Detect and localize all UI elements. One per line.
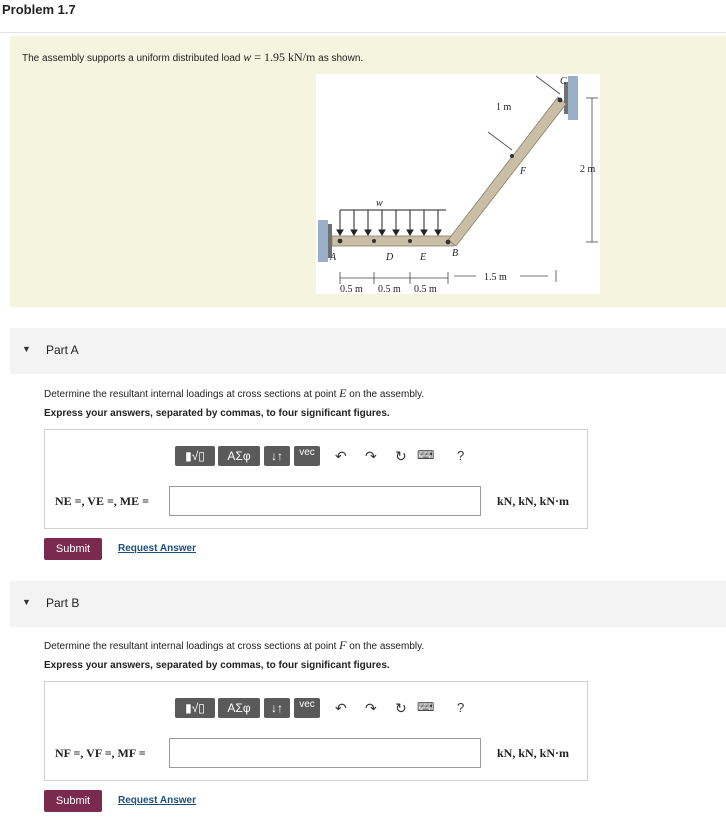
help-icon[interactable]: ? xyxy=(457,448,465,463)
part-a-header[interactable] xyxy=(10,328,726,374)
part-b-answer-input[interactable] xyxy=(169,738,481,768)
part-a-units: kN, kN, kN·m xyxy=(497,494,570,508)
part-b-answer-box xyxy=(44,681,588,781)
keyboard-icon[interactable]: ⌨ xyxy=(417,448,435,462)
assembly-figure xyxy=(316,74,600,294)
redo-icon[interactable]: ↷ xyxy=(365,448,377,464)
redo-icon[interactable]: ↷ xyxy=(365,700,377,716)
part-b-header[interactable] xyxy=(10,581,726,627)
vec-button[interactable]: vec xyxy=(294,446,320,466)
problem-statement xyxy=(22,50,363,65)
part-a-answer-box xyxy=(44,429,588,529)
label-dim-05c: 0.5 m xyxy=(414,284,437,294)
load-arrows xyxy=(337,210,441,235)
pin-A xyxy=(338,239,343,244)
part-b-instruction: Express your answers, separated by commas, to four significant figures. xyxy=(44,660,390,671)
help-icon[interactable]: ? xyxy=(457,700,465,715)
part-b-question-pre: Determine the resultant internal loadings at cross sections at point xyxy=(44,641,340,652)
reset-icon[interactable]: ↻ xyxy=(395,700,407,716)
part-a-submit-button[interactable]: Submit xyxy=(44,538,102,560)
title-divider xyxy=(0,32,726,33)
wall-C xyxy=(568,76,578,120)
arrows-button[interactable]: ↓↑ xyxy=(264,698,290,718)
undo-icon[interactable]: ↶ xyxy=(335,700,347,716)
fraction-radical-icon: ▮√▯ xyxy=(185,449,205,463)
templates-button[interactable] xyxy=(175,446,215,466)
statement-pre: The assembly supports a uniform distributed load xyxy=(22,53,244,64)
problem-title: Problem 1.7 xyxy=(2,2,76,17)
label-dim-15m: 1.5 m xyxy=(484,272,507,283)
part-b-submit-button[interactable]: Submit xyxy=(44,790,102,812)
label-E: E xyxy=(420,252,427,263)
reset-icon[interactable]: ↻ xyxy=(395,448,407,464)
vec-button[interactable]: vec xyxy=(294,698,320,718)
part-b-title: Part B xyxy=(46,596,80,610)
part-a-collapse-icon[interactable]: ▼ xyxy=(22,344,31,354)
part-b-collapse-icon[interactable]: ▼ xyxy=(22,597,31,607)
wall-A xyxy=(318,220,328,262)
greek-button[interactable]: ΑΣφ xyxy=(218,698,260,718)
fraction-radical-icon: ▮√▯ xyxy=(185,701,205,715)
part-b-answer-label: NF =, VF =, MF = xyxy=(55,746,146,760)
part-b-question-point: F xyxy=(339,638,347,652)
pin-D xyxy=(372,239,376,243)
pin-F xyxy=(510,154,514,158)
keyboard-icon[interactable]: ⌨ xyxy=(417,700,435,714)
part-a-answer-input[interactable] xyxy=(169,486,481,516)
label-A: A xyxy=(330,252,337,263)
inclined-member xyxy=(448,97,566,246)
part-b-units: kN, kN, kN·m xyxy=(497,746,570,760)
part-a-answer-label: NE =, VE =, ME = xyxy=(55,494,149,508)
part-b-question xyxy=(44,638,424,653)
part-a-question xyxy=(44,386,424,401)
part-a-request-answer-link[interactable]: Request Answer xyxy=(118,543,196,554)
pin-E xyxy=(408,239,412,243)
label-dim-2m: 2 m xyxy=(580,164,596,175)
pin-B xyxy=(446,240,451,245)
part-b-request-answer-link[interactable]: Request Answer xyxy=(118,795,196,806)
greek-button[interactable]: ΑΣφ xyxy=(218,446,260,466)
part-b-question-post: on the assembly. xyxy=(346,641,425,652)
part-a-question-point: E xyxy=(339,386,347,400)
label-B: B xyxy=(452,248,459,259)
statement-load-value: = 1.95 kN/m xyxy=(251,50,316,64)
templates-button[interactable] xyxy=(175,698,215,718)
label-dim-05a: 0.5 m xyxy=(340,284,363,294)
statement-variable: w xyxy=(243,50,252,64)
pin-C xyxy=(558,98,563,103)
label-w: w xyxy=(376,198,383,209)
part-a-question-post: on the assembly. xyxy=(346,389,425,400)
undo-icon[interactable]: ↶ xyxy=(335,448,347,464)
statement-post: as shown. xyxy=(315,53,364,64)
arrows-button[interactable]: ↓↑ xyxy=(264,446,290,466)
label-dim-1m: 1 m xyxy=(496,102,512,113)
part-a-instruction: Express your answers, separated by commas, to four significant figures. xyxy=(44,408,390,419)
label-F: F xyxy=(520,166,527,177)
label-C: C xyxy=(560,76,567,87)
part-a-title: Part A xyxy=(46,343,79,357)
part-a-question-pre: Determine the resultant internal loadings at cross sections at point xyxy=(44,389,340,400)
label-dim-05b: 0.5 m xyxy=(378,284,401,294)
horizontal-member xyxy=(332,236,454,246)
label-D: D xyxy=(386,252,394,263)
